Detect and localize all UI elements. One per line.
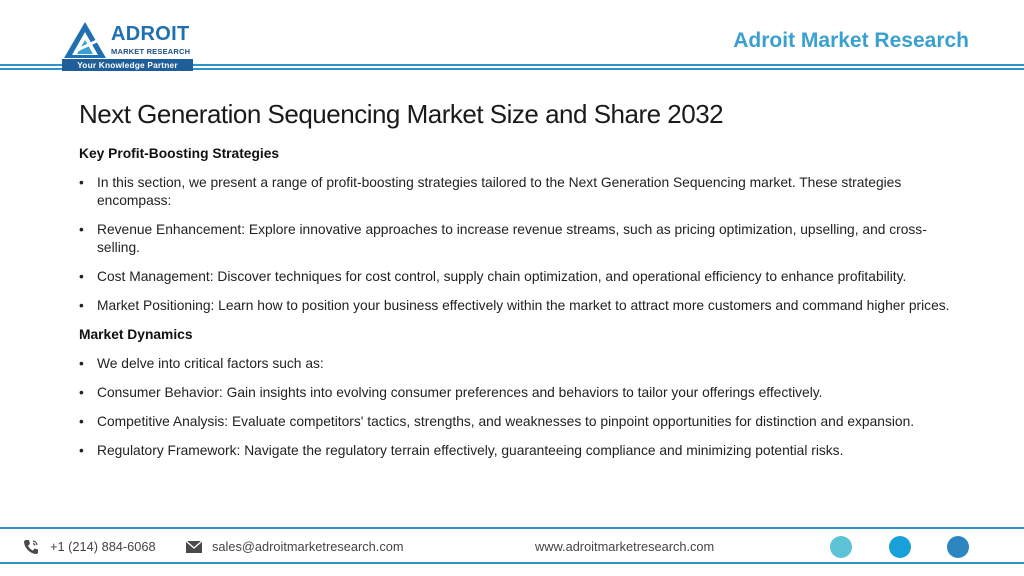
phone-icon bbox=[22, 538, 40, 556]
decorative-dot bbox=[830, 536, 852, 558]
page-title: Next Generation Sequencing Market Size and Share 2032 bbox=[79, 99, 724, 129]
decorative-dot bbox=[947, 536, 969, 558]
section-heading: Market Dynamics bbox=[79, 327, 193, 342]
footer-rule-top bbox=[0, 527, 1024, 529]
logo-title: ADROIT bbox=[111, 23, 190, 45]
list-item: • Cost Management: Discover techniques for cost control, supply chain optimization, and operational efficiency to enhance profitability. bbox=[79, 268, 959, 286]
envelope-icon bbox=[185, 540, 203, 554]
main-content bbox=[79, 145, 959, 471]
footer-website[interactable]: www.adroitmarketresearch.com bbox=[535, 539, 715, 554]
logo-tagline: Your Knowledge Partner bbox=[62, 59, 193, 71]
list-item: • In this section, we present a range of profit-boosting strategies tailored to the Next Generation Sequencing market. These strategies encompass: bbox=[79, 174, 959, 210]
list-item: • Consumer Behavior: Gain insights into evolving consumer preferences and behaviors to tailor your offerings effectively. bbox=[79, 384, 959, 402]
section-heading: Key Profit-Boosting Strategies bbox=[79, 146, 280, 161]
footer-phone[interactable]: +1 (214) 884-6068 bbox=[50, 539, 156, 554]
list-item: • Regulatory Framework: Navigate the regulatory terrain effectively, guaranteeing compliance and minimizing potential risks. bbox=[79, 442, 959, 460]
list-item: • We delve into critical factors such as: bbox=[79, 355, 959, 373]
bullet-list bbox=[79, 355, 959, 460]
decorative-dot bbox=[889, 536, 911, 558]
list-item: • Market Positioning: Learn how to position your business effectively within the market to attract more customers and command higher prices. bbox=[79, 297, 959, 315]
footer bbox=[0, 537, 1024, 557]
list-item: • Competitive Analysis: Evaluate competitors' tactics, strengths, and weaknesses to pinpoint opportunities for distinction and expansion. bbox=[79, 413, 959, 431]
bullet-list bbox=[79, 174, 959, 315]
section-strategies bbox=[79, 145, 959, 315]
section-dynamics bbox=[79, 326, 959, 460]
logo-triangle-icon bbox=[62, 20, 108, 60]
footer-rule-bottom bbox=[0, 562, 1024, 564]
company-logo[interactable] bbox=[62, 20, 202, 74]
logo-subtitle: MARKET RESEARCH bbox=[111, 47, 191, 56]
footer-email[interactable]: sales@adroitmarketresearch.com bbox=[212, 539, 404, 554]
brand-name: Adroit Market Research bbox=[733, 29, 969, 52]
list-item: • Revenue Enhancement: Explore innovative approaches to increase revenue streams, such as pricing optimization, upselling, and cross-selling. bbox=[79, 221, 959, 257]
